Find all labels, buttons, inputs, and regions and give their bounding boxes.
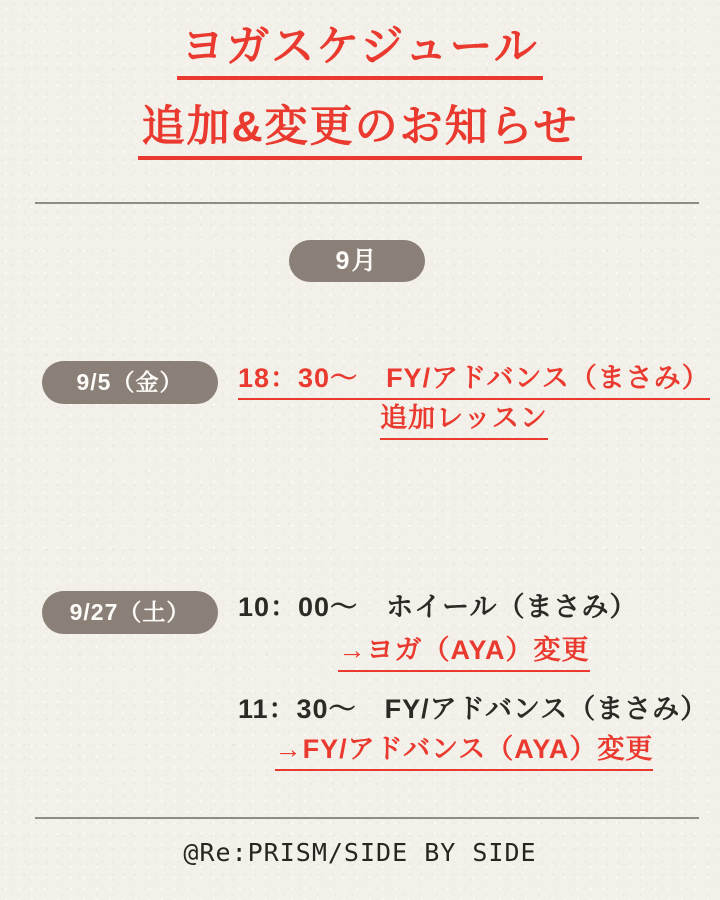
sep27-entry1-change-line: [238, 637, 690, 672]
sep27-entry1-schedule-line: [238, 594, 690, 621]
sep27-entry1-schedule-text: 10：00～ ホイール（まさみ）: [238, 592, 638, 622]
sep27-entry2-schedule-line: [238, 694, 709, 724]
date-badge-sep5: 9/5（金）: [42, 361, 218, 404]
sep27-entry2-change-line: [238, 736, 690, 771]
sep5-added-lesson-note: 追加レッスン: [380, 405, 548, 440]
sep27-entry1-change-note: →ヨガ（AYA）変更: [338, 637, 589, 672]
month-badge: 9月: [289, 240, 425, 282]
poster-title-line2: 追加&変更のお知らせ: [138, 106, 583, 160]
sep5-schedule-text: 18：30～ FY/アドバンス（まさみ）: [238, 365, 710, 400]
sep27-entry2-change-note: →FY/アドバンス（AYA）変更: [275, 736, 654, 771]
date-badge-sep27: 9/27（土）: [42, 591, 218, 634]
sep5-note-line: [238, 405, 690, 440]
sep27-entry2-schedule-text: 11：30～ FY/アドバンス（まさみ）: [238, 694, 709, 724]
bottom-divider: [35, 817, 699, 819]
studio-credit: @Re:PRISM/SIDE BY SIDE: [183, 838, 537, 867]
title-block: [0, 23, 720, 160]
poster-title-line1: ヨガスケジュール: [177, 26, 542, 80]
sep5-schedule-line: [238, 363, 710, 400]
top-divider: [35, 202, 699, 204]
